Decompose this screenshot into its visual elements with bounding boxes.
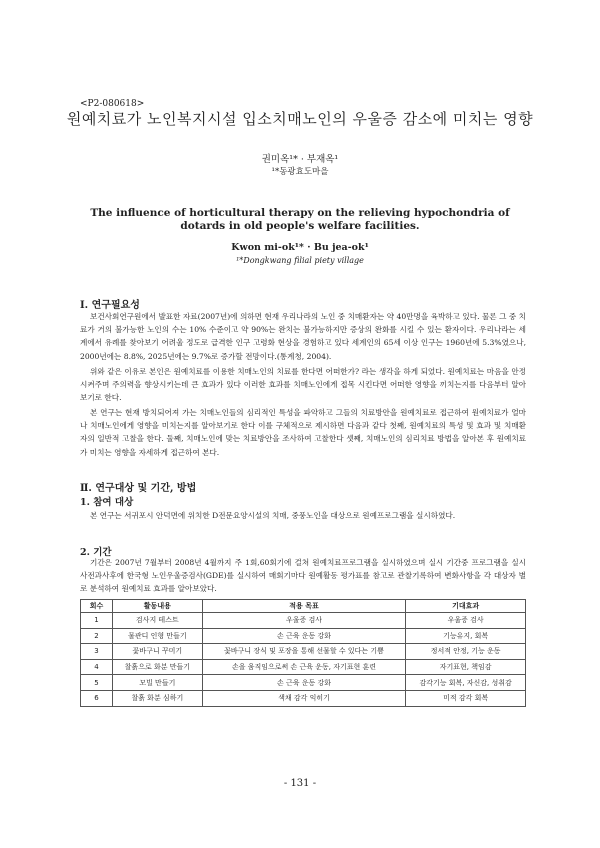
page-number: - 131 - xyxy=(283,778,317,789)
program-table xyxy=(80,599,526,707)
authors-english: Kwon mi-ok¹* · Bu jea-ok¹ xyxy=(231,242,369,253)
subsection-participants-heading: 1. 참여 대상 xyxy=(80,497,134,508)
cell-activity: 찰흙 화분 심하기 xyxy=(112,690,202,706)
cell-effect: 우울증 검사 xyxy=(406,613,526,629)
table-header-row xyxy=(81,600,526,613)
cell-session: 5 xyxy=(81,675,113,691)
title-english: The influence of horticultural therapy on the relieving hypochondria of dotards in old people's welfare facilities. xyxy=(90,207,510,232)
section-1-heading: Ⅰ. 연구필요성 xyxy=(80,300,140,311)
cell-goal: 우울증 검사 xyxy=(202,613,406,629)
header-activity: 활동내용 xyxy=(112,600,202,613)
cell-effect: 정서적 안정, 기능 운동 xyxy=(406,644,526,660)
table-row xyxy=(81,628,526,644)
cell-activity: 검사지 테스트 xyxy=(112,613,202,629)
authors-korean: 권미옥¹* · 부재옥¹ xyxy=(261,154,339,165)
cell-session: 3 xyxy=(81,644,113,660)
cell-session: 6 xyxy=(81,690,113,706)
title-korean: 원예치료가 노인복지시설 입소치매노인의 우울증 감소에 미치는 영향 xyxy=(66,110,534,128)
cell-goal: 손 근육 운동 강화 xyxy=(202,628,406,644)
section-2-heading: Ⅱ. 연구대상 및 기간, 방법 xyxy=(80,483,197,494)
cell-effect: 감각기능 회복, 자신감, 성취감 xyxy=(406,675,526,691)
header-effect: 기대효과 xyxy=(406,600,526,613)
cell-activity: 꽃바구니 꾸미기 xyxy=(112,644,202,660)
cell-goal: 꽃바구니 장식 및 포장을 통해 선물할 수 있다는 기쁨 xyxy=(202,644,406,660)
section-1-paragraph: 위와 같은 이유로 본인은 원예치료를 이용한 치매노인의 치료를 한다면 어떠한가? 라는 생각을 하게 되었다. 원예치료는 마음을 안정시켜주며 주의력을 향상시키는데 큰 효과가 있다 이러한 효과를 치매노인에게 접목 시킨다면 어떠한 영향을 끼치는지를 다음부터 알아보기로 한다. xyxy=(80,367,526,403)
cell-activity: 물관디 인형 만들기 xyxy=(112,628,202,644)
cell-session: 2 xyxy=(81,628,113,644)
cell-activity: 찰흙으로 화분 만들기 xyxy=(112,659,202,675)
cell-session: 4 xyxy=(81,659,113,675)
table-row xyxy=(81,675,526,691)
paper-code: <P2-080618> xyxy=(80,99,145,109)
header-session: 회수 xyxy=(81,600,113,613)
table-row xyxy=(81,613,526,629)
table-row xyxy=(81,659,526,675)
subsection-period-text: 기간은 2007년 7월부터 2008년 4월까지 주 1회,60회기에 걸쳐 원예치료프로그램을 실시하였으며 실시 기간중 프로그램을 실시 사전과사후에 한국형 노인우울증검사(GDE)를 실시하여 매회기마다 원예활동 평가표를 참고로 관찰기록하여 변화사항을 각 대상자 별로 분석하여 원예치료 효과를 알아보았다. xyxy=(80,558,526,594)
table-row xyxy=(81,690,526,706)
table-row xyxy=(81,644,526,660)
section-1-paragraph: 보건사회연구원에서 발표한 자료(2007년)에 의하면 현재 우리나라의 노인 중 치매환자는 약 40만명을 육박하고 있다. 물론 그 중 치료가 거의 불가능한 노인의 수는 10% 수준이고 약 90%는 완치는 불가능하지만 증상의 완화를 시킬 수 있는 환자이다. 우리나라는 세계에서 유례를 찾아보기 어려울 정도로 급격한 인구 고령화 현상을 경험하고 있다 세계인의 65세 이상 인구는 1960년에 5.3%였으나, 2000년에는 8.8%, 2025년에는 9.7%로 증가할 전망이다.(통계청, 2004). xyxy=(80,312,526,361)
cell-goal: 손 근육 운동 강화 xyxy=(202,675,406,691)
cell-effect: 기능유지, 회복 xyxy=(406,628,526,644)
subsection-participants-text: 본 연구는 서귀포시 안덕면에 위치한 D전문요양시설의 치매, 중풍노인을 대상으로 원예프로그램을 실시하였다. xyxy=(90,511,456,520)
cell-effect: 자기표현, 책임감 xyxy=(406,659,526,675)
cell-session: 1 xyxy=(81,613,113,629)
affiliation-english: ¹*Dongkwang filial piety village xyxy=(236,256,364,265)
subsection-period-heading: 2. 기간 xyxy=(80,547,112,558)
section-1-paragraph: 본 연구는 현재 방치되어져 가는 치매노인들의 심리적인 특성을 파악하고 그들의 치료방안을 원예치료로 접근하여 원예치료가 얼마나 치매노인에게 영향을 미치는지를 알아보기로 한다 이를 구체적으로 제시하면 다음과 같다 첫째, 원예치료의 특성 및 효과 및 치매환자의 일반적 고찰을 한다. 둘째, 치매노인에 맞는 치료방안을 조사하여 고찰한다 셋째, 치매노인의 심리치료 방법을 알아본 후 원예치료가 미치는 영향을 자세하게 접근하여 본다. xyxy=(80,408,526,457)
cell-goal: 손을 움직임으로써 손 근육 운동, 자기표현 훈련 xyxy=(202,659,406,675)
cell-goal: 색채 감각 익히기 xyxy=(202,690,406,706)
cell-effect: 미적 감각 회복 xyxy=(406,690,526,706)
header-goal: 적용 목표 xyxy=(202,600,406,613)
cell-activity: 모빌 만들기 xyxy=(112,675,202,691)
affiliation-korean: ¹*동광효도마을 xyxy=(271,167,329,177)
